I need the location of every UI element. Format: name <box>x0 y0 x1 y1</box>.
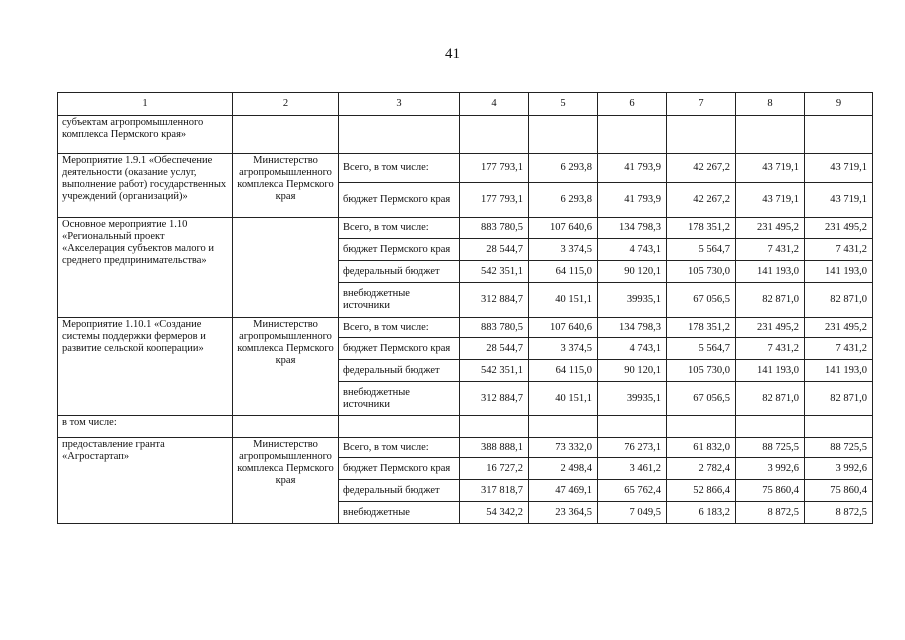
funding-source: федеральный бюджет <box>339 261 460 283</box>
column-header: 7 <box>667 93 736 116</box>
amount-cell: 231 495,2 <box>736 218 805 239</box>
amount-cell: 88 725,5 <box>736 438 805 458</box>
amount-cell: 6 293,8 <box>529 183 598 218</box>
empty-cell <box>529 116 598 154</box>
empty-cell <box>667 116 736 154</box>
amount-cell: 65 762,4 <box>598 480 667 502</box>
amount-cell: 542 351,1 <box>460 261 529 283</box>
amount-cell: 141 193,0 <box>736 360 805 382</box>
funding-source: Всего, в том числе: <box>339 218 460 239</box>
amount-cell: 43 719,1 <box>805 154 873 183</box>
amount-cell: 542 351,1 <box>460 360 529 382</box>
amount-cell: 23 364,5 <box>529 502 598 524</box>
funding-source: Всего, в том числе: <box>339 318 460 338</box>
amount-cell: 82 871,0 <box>736 283 805 318</box>
amount-cell: 67 056,5 <box>667 382 736 416</box>
column-header: 8 <box>736 93 805 116</box>
amount-cell: 105 730,0 <box>667 360 736 382</box>
amount-cell: 8 872,5 <box>736 502 805 524</box>
amount-cell: 41 793,9 <box>598 183 667 218</box>
amount-cell: 76 273,1 <box>598 438 667 458</box>
amount-cell: 178 351,2 <box>667 318 736 338</box>
amount-cell: 43 719,1 <box>736 154 805 183</box>
amount-cell: 4 743,1 <box>598 239 667 261</box>
amount-cell: 41 793,9 <box>598 154 667 183</box>
activity-name: Мероприятие 1.10.1 «Создание системы поддержки фермеров и развитие сельской кооперации» <box>58 318 233 416</box>
amount-cell: 47 469,1 <box>529 480 598 502</box>
amount-cell: 141 193,0 <box>805 261 873 283</box>
amount-cell: 317 818,7 <box>460 480 529 502</box>
amount-cell: 90 120,1 <box>598 360 667 382</box>
amount-cell: 90 120,1 <box>598 261 667 283</box>
activity-name: Основное мероприятие 1.10 «Региональный проект «Акселерация субъектов малого и среднего предпринимательства» <box>58 218 233 318</box>
page-number: 41 <box>445 46 460 62</box>
empty-cell <box>339 116 460 154</box>
table-row <box>58 218 873 239</box>
empty-cell <box>233 416 339 438</box>
column-header: 2 <box>233 93 339 116</box>
empty-cell <box>339 416 460 438</box>
amount-cell: 67 056,5 <box>667 283 736 318</box>
column-header: 9 <box>805 93 873 116</box>
amount-cell: 107 640,6 <box>529 218 598 239</box>
amount-cell: 178 351,2 <box>667 218 736 239</box>
amount-cell: 52 866,4 <box>667 480 736 502</box>
table-row <box>58 318 873 338</box>
empty-cell <box>233 116 339 154</box>
activity-name: предоставление гранта «Агростартап» <box>58 438 233 524</box>
funding-source: Всего, в том числе: <box>339 154 460 183</box>
amount-cell: 88 725,5 <box>805 438 873 458</box>
amount-cell: 388 888,1 <box>460 438 529 458</box>
amount-cell: 3 374,5 <box>529 338 598 360</box>
empty-cell <box>460 416 529 438</box>
amount-cell: 231 495,2 <box>805 218 873 239</box>
amount-cell: 7 431,2 <box>805 239 873 261</box>
amount-cell: 105 730,0 <box>667 261 736 283</box>
amount-cell: 134 798,3 <box>598 218 667 239</box>
amount-cell: 39935,1 <box>598 283 667 318</box>
amount-cell: 2 498,4 <box>529 458 598 480</box>
amount-cell: 43 719,1 <box>805 183 873 218</box>
amount-cell: 64 115,0 <box>529 360 598 382</box>
amount-cell: 82 871,0 <box>805 382 873 416</box>
amount-cell: 231 495,2 <box>805 318 873 338</box>
amount-cell: 3 992,6 <box>736 458 805 480</box>
amount-cell: 73 332,0 <box>529 438 598 458</box>
funding-source: бюджет Пермского края <box>339 183 460 218</box>
amount-cell: 54 342,2 <box>460 502 529 524</box>
amount-cell: 2 782,4 <box>667 458 736 480</box>
amount-cell: 107 640,6 <box>529 318 598 338</box>
column-header: 1 <box>58 93 233 116</box>
executor-name: Министерство агропромышленного комплекса Пермского края <box>233 318 339 416</box>
column-header: 3 <box>339 93 460 116</box>
funding-source: Всего, в том числе: <box>339 438 460 458</box>
table-row <box>58 416 873 438</box>
funding-source: внебюджетные источники <box>339 283 460 318</box>
column-header: 6 <box>598 93 667 116</box>
continuation-text: субъектам агропромышленного комплекса Пермского края» <box>58 116 233 154</box>
amount-cell: 177 793,1 <box>460 183 529 218</box>
empty-cell <box>598 416 667 438</box>
amount-cell: 3 992,6 <box>805 458 873 480</box>
subtotal-label: в том числе: <box>58 416 233 438</box>
column-header: 5 <box>529 93 598 116</box>
table-row <box>58 116 873 154</box>
empty-cell <box>736 416 805 438</box>
amount-cell: 8 872,5 <box>805 502 873 524</box>
empty-cell <box>805 116 873 154</box>
amount-cell: 39935,1 <box>598 382 667 416</box>
funding-source: федеральный бюджет <box>339 360 460 382</box>
amount-cell: 6 293,8 <box>529 154 598 183</box>
empty-cell <box>805 416 873 438</box>
table-row <box>58 438 873 458</box>
header-row <box>58 93 873 116</box>
amount-cell: 42 267,2 <box>667 154 736 183</box>
empty-cell <box>529 416 598 438</box>
table-row <box>58 154 873 183</box>
amount-cell: 42 267,2 <box>667 183 736 218</box>
amount-cell: 231 495,2 <box>736 318 805 338</box>
amount-cell: 75 860,4 <box>736 480 805 502</box>
empty-cell <box>598 116 667 154</box>
amount-cell: 82 871,0 <box>805 283 873 318</box>
funding-source: бюджет Пермского края <box>339 338 460 360</box>
amount-cell: 40 151,1 <box>529 283 598 318</box>
empty-cell <box>736 116 805 154</box>
amount-cell: 64 115,0 <box>529 261 598 283</box>
amount-cell: 7 431,2 <box>805 338 873 360</box>
amount-cell: 7 431,2 <box>736 338 805 360</box>
amount-cell: 61 832,0 <box>667 438 736 458</box>
amount-cell: 7 431,2 <box>736 239 805 261</box>
funding-source: внебюджетные <box>339 502 460 524</box>
funding-source: федеральный бюджет <box>339 480 460 502</box>
amount-cell: 5 564,7 <box>667 239 736 261</box>
amount-cell: 7 049,5 <box>598 502 667 524</box>
amount-cell: 312 884,7 <box>460 382 529 416</box>
executor-name <box>233 218 339 318</box>
amount-cell: 3 461,2 <box>598 458 667 480</box>
executor-name: Министерство агропромышленного комплекса Пермского края <box>233 154 339 218</box>
amount-cell: 883 780,5 <box>460 218 529 239</box>
amount-cell: 43 719,1 <box>736 183 805 218</box>
amount-cell: 16 727,2 <box>460 458 529 480</box>
empty-cell <box>667 416 736 438</box>
amount-cell: 177 793,1 <box>460 154 529 183</box>
amount-cell: 883 780,5 <box>460 318 529 338</box>
amount-cell: 28 544,7 <box>460 338 529 360</box>
budget-table <box>57 92 873 524</box>
funding-source: бюджет Пермского края <box>339 239 460 261</box>
amount-cell: 4 743,1 <box>598 338 667 360</box>
empty-cell <box>460 116 529 154</box>
amount-cell: 82 871,0 <box>736 382 805 416</box>
amount-cell: 141 193,0 <box>805 360 873 382</box>
amount-cell: 5 564,7 <box>667 338 736 360</box>
activity-name: Мероприятие 1.9.1 «Обеспечение деятельности (оказание услуг, выполнение работ) государственных учреждений (организаций)» <box>58 154 233 218</box>
amount-cell: 75 860,4 <box>805 480 873 502</box>
amount-cell: 3 374,5 <box>529 239 598 261</box>
amount-cell: 312 884,7 <box>460 283 529 318</box>
amount-cell: 40 151,1 <box>529 382 598 416</box>
amount-cell: 6 183,2 <box>667 502 736 524</box>
amount-cell: 134 798,3 <box>598 318 667 338</box>
funding-source: внебюджетные источники <box>339 382 460 416</box>
column-header: 4 <box>460 93 529 116</box>
funding-source: бюджет Пермского края <box>339 458 460 480</box>
amount-cell: 28 544,7 <box>460 239 529 261</box>
executor-name: Министерство агропромышленного комплекса Пермского края <box>233 438 339 524</box>
amount-cell: 141 193,0 <box>736 261 805 283</box>
